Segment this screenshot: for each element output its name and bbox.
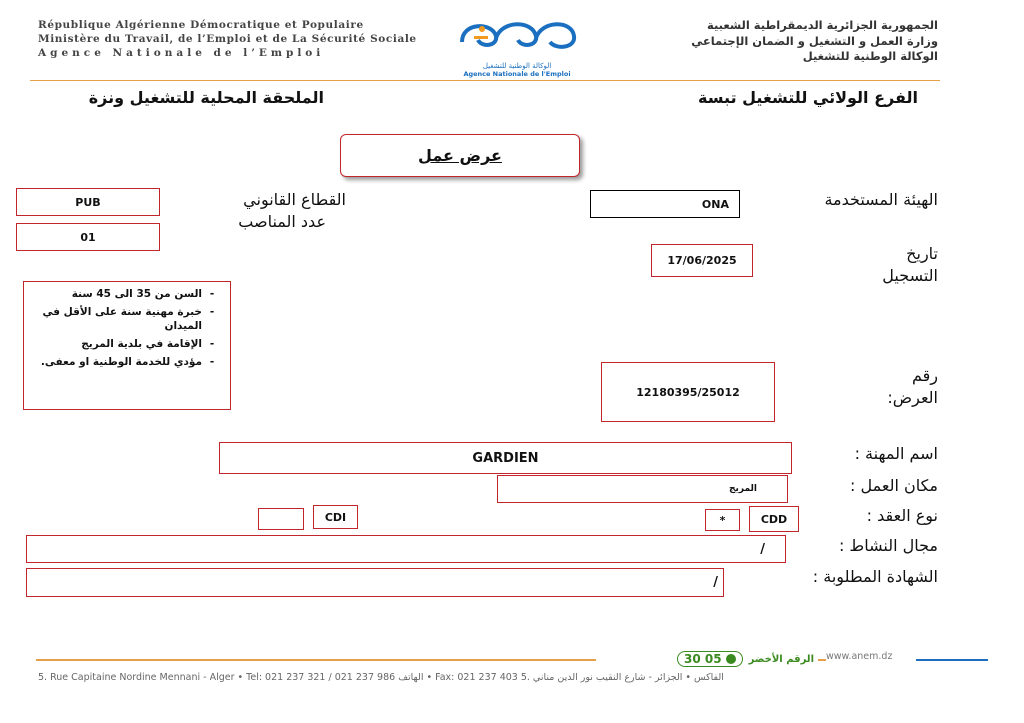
contract-cdi-checkbox — [258, 508, 304, 530]
requirement-item — [32, 287, 222, 301]
header-divider — [30, 80, 940, 81]
header-fr-line2: Ministère du Travail, de l’Emploi et de La Sécurité Sociale — [38, 33, 417, 45]
contract-cdd-checkbox: * — [705, 509, 740, 531]
title-box — [340, 134, 580, 177]
requirement-text: السن من 35 الى 45 سنة — [71, 288, 202, 300]
legal-sector-value: PUB — [16, 188, 160, 216]
footer-line-orange — [36, 659, 596, 661]
header-fr-line3: Agence Nationale de l’Emploi — [38, 47, 325, 59]
requirement-dash: - — [209, 356, 215, 368]
requirement-item — [32, 337, 222, 351]
phone-icon — [726, 654, 736, 664]
reg-date-label-1: تاريخ — [906, 244, 938, 263]
requirement-text: الإقامة في بلدية المريج — [81, 338, 202, 350]
green-number-label: الرقم الأخضر — [748, 653, 814, 665]
anem-logo — [452, 14, 582, 78]
logo-ar-text: الوكالة الوطنية للتشغيل — [482, 62, 552, 70]
activity-label: مجال النشاط : — [838, 536, 938, 555]
requirement-item — [32, 355, 222, 369]
contract-type-label: نوع العقد : — [866, 506, 938, 525]
anem-logo-icon — [452, 14, 582, 60]
requirement-text: خبرة مهنية سنة على الأقل في الميدان — [42, 306, 202, 332]
header-ar-line1: الجمهورية الجزائرية الديمقراطية الشعبية — [706, 18, 938, 32]
branch-left: الملحقة المحلية للتشغيل ونزة — [88, 88, 324, 107]
contract-cdi-label: CDI — [313, 505, 358, 529]
activity-value: / — [26, 535, 786, 563]
employer-value: ONA — [590, 190, 740, 218]
green-number-badge — [677, 651, 743, 667]
footer-address: 5. Rue Capitaine Nordine Mennani - Alger • Tel: 021 237 321 / 021 237 986 الهاتف • Fax: 021 237 403 الفاكس • الجزائر - شارع النقيب نور الدين مناني .5 — [38, 672, 724, 683]
footer-line-orange-2 — [818, 659, 826, 661]
header-ar-line2: وزارة العمل و التشغيل و الضمان الإجتماعي — [691, 34, 938, 48]
positions-label: عدد المناصب — [238, 212, 326, 231]
contract-cdd-label: CDD — [749, 506, 799, 532]
requirement-dash: - — [209, 288, 215, 300]
requirements-list — [23, 281, 231, 410]
diploma-value: / — [26, 568, 724, 597]
header-fr-line1: République Algérienne Démocratique et Populaire — [38, 19, 364, 31]
offer-number-label-1: رقم — [911, 366, 938, 385]
branch-right: الفرع الولائي للتشغيل تبسة — [698, 88, 918, 107]
green-number-value: 30 05 — [683, 652, 722, 666]
job-name-value: GARDIEN — [219, 442, 792, 474]
diploma-label: الشهادة المطلوبة : — [812, 567, 938, 586]
requirement-dash: - — [209, 338, 215, 350]
job-name-label: اسم المهنة : — [854, 444, 938, 463]
reg-date-label-2: التسجيل — [882, 266, 938, 285]
green-number — [602, 651, 814, 667]
employer-label: الهيئة المستخدمة — [824, 190, 938, 209]
offer-number-label-2: العرض: — [887, 388, 938, 407]
requirement-dash: - — [209, 306, 215, 318]
offer-number-value: 12180395/25012 — [601, 362, 775, 422]
reg-date-value: 17/06/2025 — [651, 244, 753, 277]
legal-sector-label: القطاع القانوني — [243, 190, 346, 209]
website: www.anem.dz — [826, 651, 893, 662]
requirement-text: مؤدي للخدمة الوطنية او معفى. — [40, 356, 202, 368]
logo-fr-text: Agence Nationale de l'Emploi — [463, 70, 571, 78]
workplace-value: المريج — [497, 475, 788, 503]
header-ar-line3: الوكالة الوطنية للتشغيل — [802, 49, 938, 63]
requirement-item — [32, 305, 222, 333]
workplace-label: مكان العمل : — [850, 476, 938, 495]
positions-value: 01 — [16, 223, 160, 251]
page-title: عرض عمل — [418, 146, 502, 165]
footer-line-blue — [916, 659, 988, 661]
